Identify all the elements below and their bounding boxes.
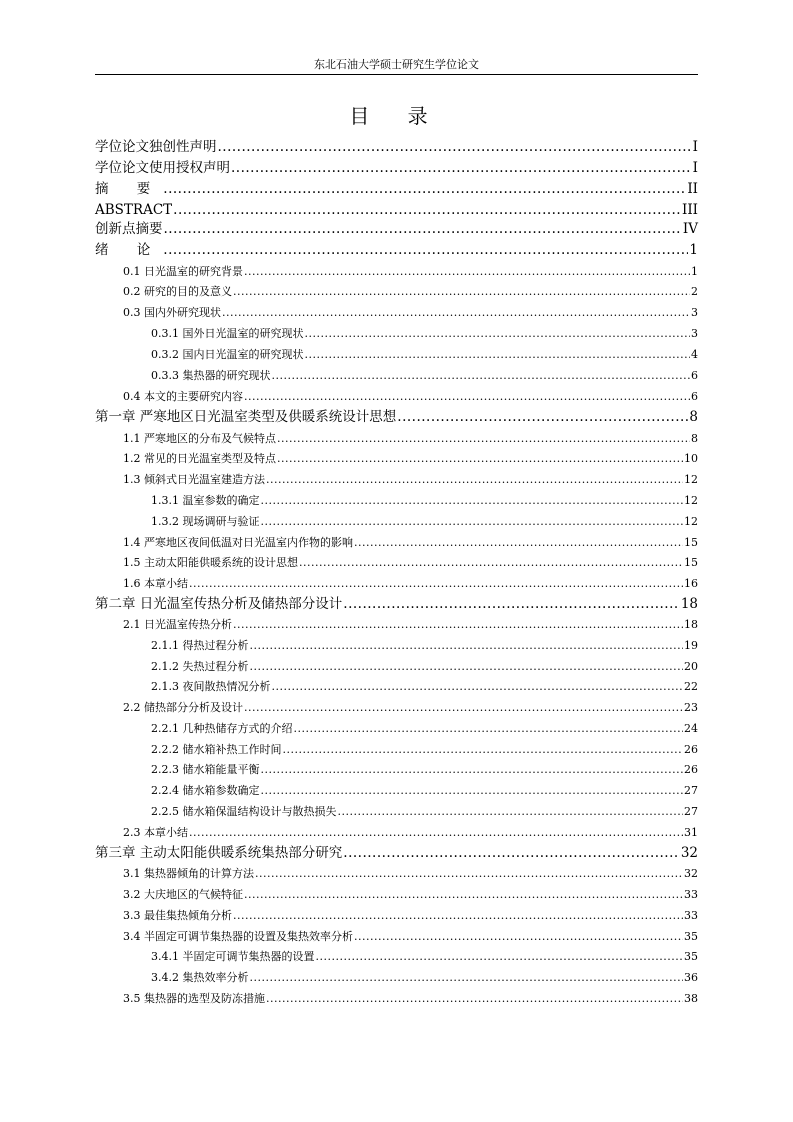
toc-entry-label: 0.4 本文的主要研究内容 — [123, 390, 243, 403]
toc-entry-label: 2.2.1 几种热储存方式的介绍 — [151, 722, 293, 735]
toc-entry-label: 1.3.1 温室参数的确定 — [151, 494, 260, 507]
toc-entry-page: 15 — [684, 536, 698, 549]
toc-entry[interactable] — [95, 200, 698, 221]
toc-entry-page: III — [682, 202, 698, 218]
toc-entry[interactable] — [123, 885, 698, 905]
dot-leader — [316, 947, 684, 967]
toc-entry-label: 第二章 日光温室传热分析及储热部分设计 — [95, 596, 343, 612]
toc-entry-label: 1.3 倾斜式日光温室建造方法 — [123, 473, 265, 486]
toc-entry-page: 15 — [684, 556, 698, 569]
toc-entry-page: 3 — [691, 327, 698, 340]
toc-entry[interactable] — [151, 740, 698, 760]
toc-entry[interactable] — [123, 533, 698, 553]
dot-leader — [266, 989, 683, 1009]
toc-entry[interactable] — [95, 240, 698, 261]
toc-entry[interactable] — [123, 262, 698, 282]
toc-entry-page: 4 — [691, 348, 698, 361]
dot-leader — [233, 282, 690, 302]
toc-entry-label: 2.1.1 得热过程分析 — [151, 639, 249, 652]
dot-leader — [354, 533, 683, 553]
toc-entry[interactable] — [95, 843, 698, 864]
dot-leader — [250, 657, 684, 677]
toc-entry[interactable] — [123, 470, 698, 490]
dot-leader — [277, 429, 690, 449]
toc-entry-label: 1.1 严寒地区的分布及气候特点 — [123, 432, 276, 445]
toc-entry[interactable] — [151, 760, 698, 780]
toc-entry-page: 38 — [684, 992, 698, 1005]
page-title: 目 录 — [349, 104, 444, 128]
toc-entry-page: 27 — [684, 805, 698, 818]
toc-entry[interactable] — [151, 636, 698, 656]
toc-entry-label: 2.1.2 失热过程分析 — [151, 660, 249, 673]
dot-leader — [189, 823, 683, 843]
dot-leader — [261, 512, 684, 532]
toc-entry-label: 0.3.1 国外日光温室的研究现状 — [151, 327, 304, 340]
toc-entry[interactable] — [123, 429, 698, 449]
toc-entry[interactable] — [151, 324, 698, 344]
toc-entry-label: 1.2 常见的日光温室类型及特点 — [123, 452, 276, 465]
toc-entry-page: 12 — [684, 515, 698, 528]
toc-entry-page: II — [687, 181, 698, 197]
toc-entry-label: 1.6 本章小结 — [123, 577, 188, 590]
dot-leader — [244, 698, 683, 718]
toc-entry-label: 0.1 日光温室的研究背景 — [123, 265, 243, 278]
dot-leader — [261, 781, 684, 801]
dot-leader — [255, 864, 683, 884]
toc-entry[interactable] — [151, 512, 698, 532]
toc-entry[interactable] — [95, 137, 698, 158]
toc-entry-page: 26 — [684, 743, 698, 756]
toc-entry-page: 18 — [680, 596, 698, 612]
toc-entry[interactable] — [151, 968, 698, 988]
dot-leader — [250, 968, 684, 988]
toc-entry-label: 0.3.3 集热器的研究现状 — [151, 369, 271, 382]
toc-entry-page: 3 — [691, 306, 698, 319]
toc-entry[interactable] — [151, 781, 698, 801]
dot-leader — [397, 407, 688, 428]
toc-entry-label: 1.4 严寒地区夜间低温对日光温室内作物的影响 — [123, 536, 353, 549]
toc-entry[interactable] — [123, 553, 698, 573]
toc-entry-page: I — [692, 160, 698, 176]
toc-entry[interactable] — [123, 449, 698, 469]
toc-entry[interactable] — [95, 407, 698, 428]
dot-leader — [305, 345, 691, 365]
toc-entry-label: 3.1 集热器倾角的计算方法 — [123, 867, 254, 880]
toc-entry[interactable] — [151, 491, 698, 511]
toc-entry-label: 2.1.3 夜间散热情况分析 — [151, 680, 271, 693]
toc-entry-label: 3.4.2 集热效率分析 — [151, 971, 249, 984]
toc-entry-page: 8 — [691, 432, 698, 445]
toc-entry-page: 33 — [684, 909, 698, 922]
dot-leader — [283, 740, 684, 760]
toc-entry[interactable] — [95, 158, 698, 179]
toc-entry-label: 2.3 本章小结 — [123, 826, 188, 839]
toc-entry-page: 33 — [684, 888, 698, 901]
toc-entry[interactable] — [151, 719, 698, 739]
toc-entry-label: 3.3 最佳集热倾角分析 — [123, 909, 232, 922]
toc-entry[interactable] — [151, 677, 698, 697]
dot-leader — [337, 802, 683, 822]
toc-entry-page: 31 — [684, 826, 698, 839]
dot-leader — [173, 200, 681, 221]
toc-entry-page: 10 — [684, 452, 698, 465]
dot-leader — [277, 449, 683, 469]
toc-entry-page: 35 — [684, 950, 698, 963]
dot-leader — [189, 574, 683, 594]
dot-leader — [163, 179, 686, 200]
toc-entry-label: ABSTRACT — [95, 202, 173, 218]
toc-entry[interactable] — [123, 574, 698, 594]
toc-entry-page: 2 — [691, 285, 698, 298]
toc-entry-page: 20 — [684, 660, 698, 673]
dot-leader — [343, 594, 680, 615]
toc-entry[interactable] — [123, 282, 698, 302]
dot-leader — [244, 387, 690, 407]
toc-entry-page: I — [692, 139, 698, 155]
dot-leader — [164, 219, 682, 240]
dot-leader — [250, 636, 684, 656]
toc-entry-page: 1 — [689, 242, 698, 258]
toc-entry-page: 23 — [684, 701, 698, 714]
dot-leader — [233, 906, 683, 926]
toc-entry-label: 0.3.2 国内日光温室的研究现状 — [151, 348, 304, 361]
dot-leader — [299, 553, 683, 573]
toc-entry-label: 摘 要 — [95, 181, 163, 197]
toc-entry[interactable] — [95, 594, 698, 615]
toc-entry[interactable] — [123, 864, 698, 884]
toc-entry-label: 0.3 国内外研究现状 — [123, 306, 221, 319]
dot-leader — [354, 927, 683, 947]
toc-entry-label: 第三章 主动太阳能供暖系统集热部分研究 — [95, 845, 343, 861]
toc-entry[interactable] — [95, 219, 698, 240]
toc-entry[interactable] — [123, 387, 698, 407]
toc-entry-label: 1.3.2 现场调研与验证 — [151, 515, 260, 528]
toc-entry-label: 3.4.1 半固定可调节集热器的设置 — [151, 950, 315, 963]
dot-leader — [294, 719, 684, 739]
toc-entry-label: 学位论文独创性声明 — [95, 139, 217, 155]
dot-leader — [343, 843, 680, 864]
toc-entry[interactable] — [123, 615, 698, 635]
dot-leader — [222, 303, 690, 323]
toc-entry-page: 8 — [689, 409, 698, 425]
dot-leader — [272, 366, 691, 386]
toc-entry[interactable] — [151, 947, 698, 967]
toc-entry[interactable] — [151, 366, 698, 386]
dot-leader — [261, 760, 684, 780]
toc-entry-label: 1.5 主动太阳能供暖系统的设计思想 — [123, 556, 298, 569]
toc-entry-page: 36 — [684, 971, 698, 984]
toc-entry[interactable] — [123, 927, 698, 947]
running-header: 东北石油大学硕士研究生学位论文 — [314, 58, 479, 71]
toc-entry-page: IV — [682, 221, 698, 237]
toc-entry-label: 学位论文使用授权声明 — [95, 160, 230, 176]
toc-entry[interactable] — [151, 345, 698, 365]
toc-entry-page: 24 — [684, 722, 698, 735]
toc-entry-page: 6 — [691, 369, 698, 382]
toc-entry-label: 2.2.2 储水箱补热工作时间 — [151, 743, 282, 756]
dot-leader — [233, 615, 683, 635]
toc-entry[interactable] — [95, 179, 698, 200]
toc-entry[interactable] — [123, 906, 698, 926]
dot-leader — [272, 677, 684, 697]
toc-entry[interactable] — [151, 657, 698, 677]
toc-entry-page: 1 — [691, 265, 698, 278]
dot-leader — [305, 324, 691, 344]
toc-entry-label: 第一章 严寒地区日光温室类型及供暖系统设计思想 — [95, 409, 397, 425]
toc-entry-page: 26 — [684, 763, 698, 776]
toc-entry-page: 27 — [684, 784, 698, 797]
toc-entry[interactable] — [151, 802, 698, 822]
toc-entry-page: 12 — [684, 473, 698, 486]
toc-entry-page: 19 — [684, 639, 698, 652]
toc-entry-label: 3.5 集热器的选型及防冻措施 — [123, 992, 265, 1005]
toc-entry-label: 3.2 大庆地区的气候特征 — [123, 888, 243, 901]
toc-entry-label: 3.4 半固定可调节集热器的设置及集热效率分析 — [123, 930, 353, 943]
toc-entry-page: 12 — [684, 494, 698, 507]
dot-leader — [218, 137, 692, 158]
toc-entry-page: 16 — [684, 577, 698, 590]
toc-entry-page: 32 — [684, 867, 698, 880]
toc-entry-label: 2.2 储热部分分析及设计 — [123, 701, 243, 714]
toc-entry[interactable] — [123, 698, 698, 718]
toc-entry-label: 2.2.4 储水箱参数确定 — [151, 784, 260, 797]
dot-leader — [261, 491, 684, 511]
toc-entry-page: 6 — [691, 390, 698, 403]
toc-entry-label: 绪 论 — [95, 242, 163, 258]
dot-leader — [231, 158, 692, 179]
dot-leader — [244, 885, 683, 905]
toc-entry-page: 32 — [680, 845, 698, 861]
toc-entry[interactable] — [123, 303, 698, 323]
toc-entry-label: 2.2.3 储水箱能量平衡 — [151, 763, 260, 776]
toc-entry-page: 35 — [684, 930, 698, 943]
toc-entry-page: 18 — [684, 618, 698, 631]
dot-leader — [163, 240, 688, 261]
dot-leader — [266, 470, 683, 490]
toc-entry-label: 2.2.5 储水箱保温结构设计与散热损失 — [151, 805, 337, 818]
toc-entry[interactable] — [123, 989, 698, 1009]
toc-entry-page: 22 — [684, 680, 698, 693]
dot-leader — [244, 262, 690, 282]
toc-entry-label: 创新点摘要 — [95, 221, 163, 237]
toc-entry-label: 0.2 研究的目的及意义 — [123, 285, 232, 298]
toc-entry[interactable] — [123, 823, 698, 843]
toc-entry-label: 2.1 日光温室传热分析 — [123, 618, 232, 631]
